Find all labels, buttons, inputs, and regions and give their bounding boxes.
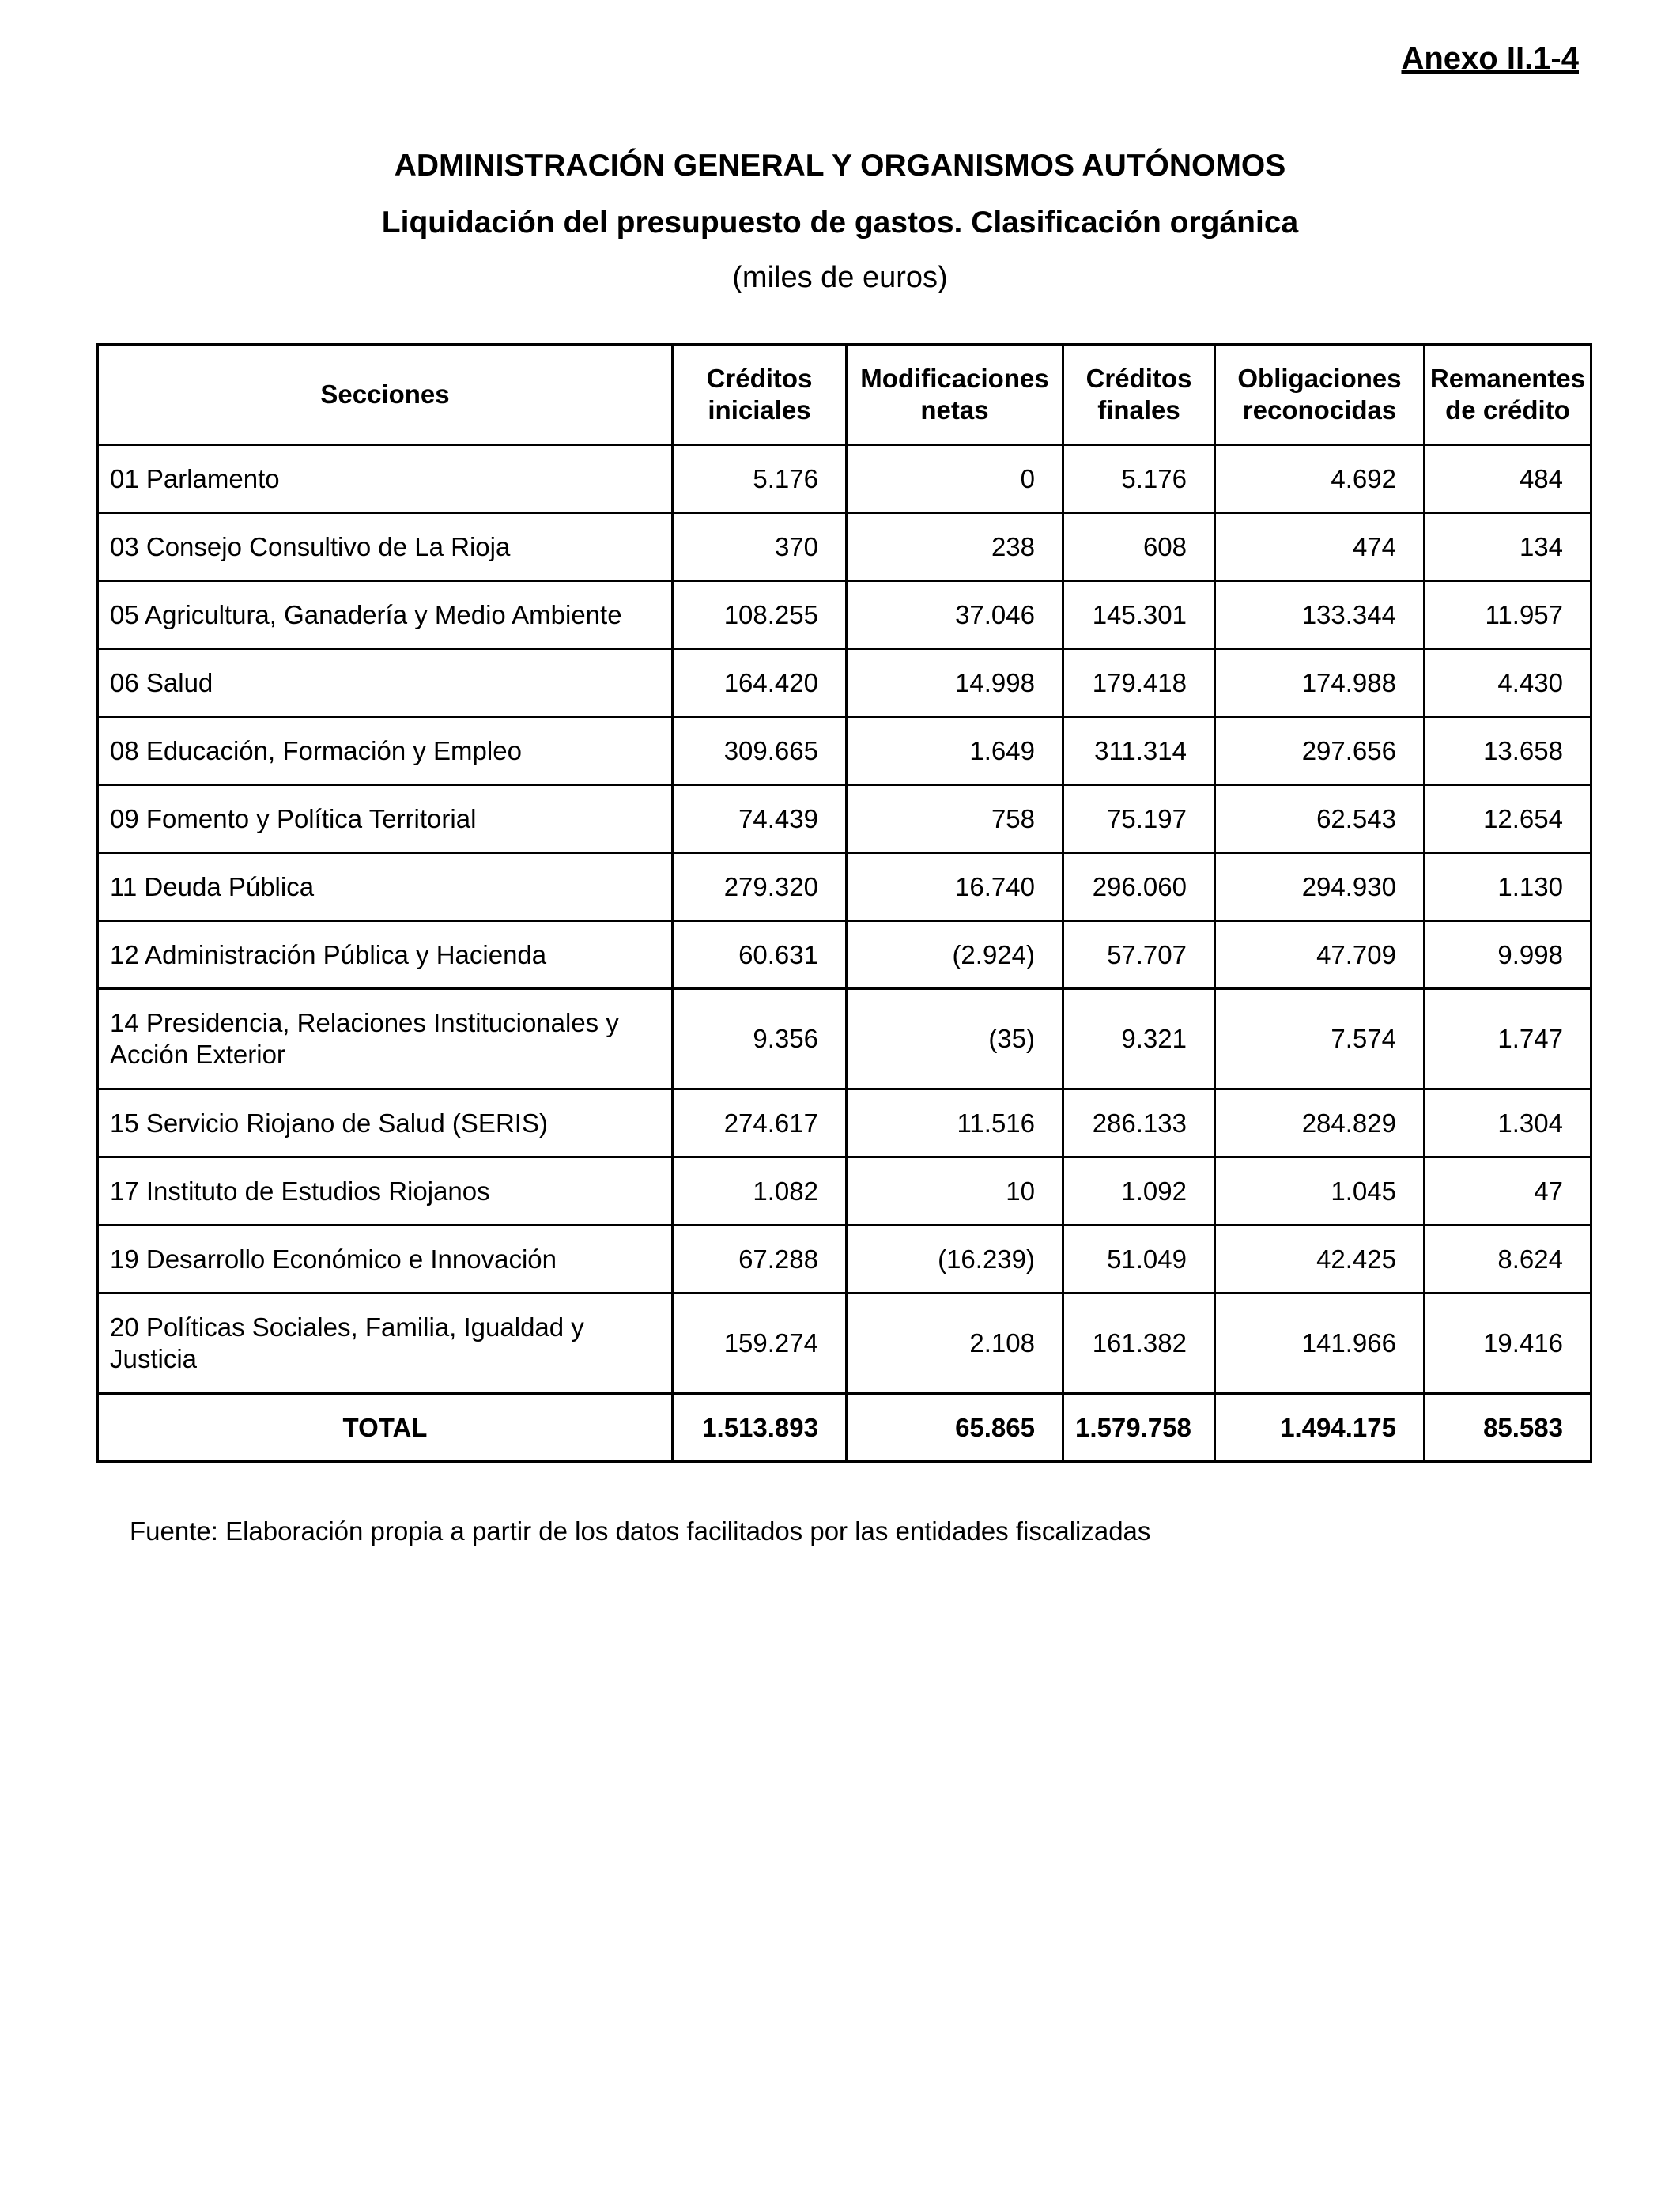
total-creditos-iniciales: 1.513.893: [673, 1394, 847, 1462]
cell-remanentes: 47: [1425, 1157, 1591, 1225]
cell-creditos-iniciales: 67.288: [673, 1225, 847, 1293]
cell-creditos-finales: 286.133: [1063, 1089, 1215, 1157]
cell-modificaciones: (16.239): [847, 1225, 1063, 1293]
budget-table: [96, 343, 1592, 1463]
units-note: (miles de euros): [732, 261, 948, 294]
cell-creditos-finales: 296.060: [1063, 853, 1215, 921]
header-line: Créditos: [706, 364, 813, 393]
cell-remanentes: 12.654: [1425, 785, 1591, 853]
total-remanentes: 85.583: [1425, 1394, 1591, 1462]
total-creditos-finales: 1.579.758: [1063, 1394, 1215, 1462]
table-row: [98, 649, 1591, 717]
cell-remanentes: 13.658: [1425, 717, 1591, 785]
cell-creditos-iniciales: 274.617: [673, 1089, 847, 1157]
cell-creditos-iniciales: 279.320: [673, 853, 847, 921]
cell-creditos-iniciales: 108.255: [673, 581, 847, 649]
annex-label: Anexo II.1-4: [1401, 41, 1579, 76]
cell-obligaciones: 141.966: [1215, 1293, 1425, 1394]
cell-obligaciones: 297.656: [1215, 717, 1425, 785]
row-label: 15 Servicio Riojano de Salud (SERIS): [98, 1089, 673, 1157]
table-header-row: [98, 345, 1591, 445]
table-row: [98, 921, 1591, 989]
cell-remanentes: 1.130: [1425, 853, 1591, 921]
header-line: finales: [1097, 395, 1180, 425]
cell-obligaciones: 133.344: [1215, 581, 1425, 649]
cell-modificaciones: (35): [847, 989, 1063, 1089]
cell-creditos-finales: 608: [1063, 513, 1215, 581]
cell-obligaciones: 42.425: [1215, 1225, 1425, 1293]
table-row: [98, 853, 1591, 921]
cell-creditos-iniciales: 159.274: [673, 1293, 847, 1394]
row-label: 11 Deuda Pública: [98, 853, 673, 921]
cell-modificaciones: 758: [847, 785, 1063, 853]
cell-remanentes: 484: [1425, 445, 1591, 513]
table-row: [98, 1225, 1591, 1293]
header-line: Modificaciones: [860, 364, 1049, 393]
table-row: [98, 1157, 1591, 1225]
total-row: [98, 1394, 1591, 1462]
table-row: [98, 717, 1591, 785]
cell-obligaciones: 294.930: [1215, 853, 1425, 921]
cell-creditos-iniciales: 60.631: [673, 921, 847, 989]
row-label: 06 Salud: [98, 649, 673, 717]
cell-remanentes: 19.416: [1425, 1293, 1591, 1394]
cell-creditos-iniciales: 370: [673, 513, 847, 581]
cell-remanentes: 8.624: [1425, 1225, 1591, 1293]
cell-remanentes: 4.430: [1425, 649, 1591, 717]
cell-creditos-finales: 1.092: [1063, 1157, 1215, 1225]
document-title: ADMINISTRACIÓN GENERAL Y ORGANISMOS AUTÓNOMOS: [394, 149, 1286, 183]
table-row: [98, 513, 1591, 581]
header-line: Obligaciones: [1237, 364, 1402, 393]
row-label: 08 Educación, Formación y Empleo: [98, 717, 673, 785]
cell-obligaciones: 4.692: [1215, 445, 1425, 513]
cell-remanentes: 11.957: [1425, 581, 1591, 649]
table-row: [98, 445, 1591, 513]
total-obligaciones: 1.494.175: [1215, 1394, 1425, 1462]
table-row: [98, 1089, 1591, 1157]
cell-modificaciones: 238: [847, 513, 1063, 581]
header-creditos-iniciales: [673, 345, 847, 445]
header-modificaciones-netas: [847, 345, 1063, 445]
source-note: Fuente: Elaboración propia a partir de los datos facilitados por las entidades fiscalizadas: [130, 1516, 1151, 1546]
cell-obligaciones: 62.543: [1215, 785, 1425, 853]
header-line: Créditos: [1085, 364, 1192, 393]
cell-creditos-finales: 75.197: [1063, 785, 1215, 853]
cell-modificaciones: 16.740: [847, 853, 1063, 921]
cell-remanentes: 9.998: [1425, 921, 1591, 989]
row-label: 19 Desarrollo Económico e Innovación: [98, 1225, 673, 1293]
cell-creditos-finales: 9.321: [1063, 989, 1215, 1089]
cell-modificaciones: (2.924): [847, 921, 1063, 989]
cell-creditos-finales: 57.707: [1063, 921, 1215, 989]
header-line: reconocidas: [1242, 395, 1397, 425]
row-label: 20 Políticas Sociales, Familia, Igualdad y Justicia: [98, 1293, 673, 1394]
cell-obligaciones: 1.045: [1215, 1157, 1425, 1225]
cell-obligaciones: 47.709: [1215, 921, 1425, 989]
header-secciones: Secciones: [98, 345, 673, 445]
total-modificaciones: 65.865: [847, 1394, 1063, 1462]
cell-modificaciones: 14.998: [847, 649, 1063, 717]
cell-creditos-iniciales: 164.420: [673, 649, 847, 717]
cell-creditos-finales: 51.049: [1063, 1225, 1215, 1293]
header-remanentes-de-credito: [1425, 345, 1591, 445]
header-line: iniciales: [708, 395, 811, 425]
table-row: [98, 1293, 1591, 1394]
cell-creditos-finales: 179.418: [1063, 649, 1215, 717]
cell-modificaciones: 1.649: [847, 717, 1063, 785]
row-label: 03 Consejo Consultivo de La Rioja: [98, 513, 673, 581]
cell-modificaciones: 10: [847, 1157, 1063, 1225]
cell-creditos-finales: 5.176: [1063, 445, 1215, 513]
row-label: 14 Presidencia, Relaciones Institucionales y Acción Exterior: [98, 989, 673, 1089]
cell-creditos-iniciales: 1.082: [673, 1157, 847, 1225]
header-line: Remanentes: [1429, 364, 1586, 393]
cell-creditos-finales: 161.382: [1063, 1293, 1215, 1394]
cell-obligaciones: 284.829: [1215, 1089, 1425, 1157]
cell-modificaciones: 37.046: [847, 581, 1063, 649]
cell-creditos-iniciales: 74.439: [673, 785, 847, 853]
table-row: [98, 785, 1591, 853]
cell-modificaciones: 11.516: [847, 1089, 1063, 1157]
cell-creditos-iniciales: 309.665: [673, 717, 847, 785]
cell-obligaciones: 7.574: [1215, 989, 1425, 1089]
cell-creditos-iniciales: 9.356: [673, 989, 847, 1089]
row-label: 12 Administración Pública y Hacienda: [98, 921, 673, 989]
cell-modificaciones: 0: [847, 445, 1063, 513]
cell-creditos-iniciales: 5.176: [673, 445, 847, 513]
cell-creditos-finales: 311.314: [1063, 717, 1215, 785]
header-creditos-finales: [1063, 345, 1215, 445]
cell-obligaciones: 474: [1215, 513, 1425, 581]
cell-creditos-finales: 145.301: [1063, 581, 1215, 649]
cell-obligaciones: 174.988: [1215, 649, 1425, 717]
document-subtitle: Liquidación del presupuesto de gastos. Clasificación orgánica: [381, 206, 1299, 240]
total-label: TOTAL: [98, 1394, 673, 1462]
header-line: de crédito: [1445, 395, 1570, 425]
row-label: 05 Agricultura, Ganadería y Medio Ambiente: [98, 581, 673, 649]
row-label: 01 Parlamento: [98, 445, 673, 513]
header-line: netas: [920, 395, 989, 425]
table-row: [98, 989, 1591, 1089]
cell-remanentes: 1.747: [1425, 989, 1591, 1089]
row-label: 09 Fomento y Política Territorial: [98, 785, 673, 853]
table-row: [98, 581, 1591, 649]
cell-modificaciones: 2.108: [847, 1293, 1063, 1394]
header-obligaciones-reconocidas: [1215, 345, 1425, 445]
cell-remanentes: 134: [1425, 513, 1591, 581]
cell-remanentes: 1.304: [1425, 1089, 1591, 1157]
row-label: 17 Instituto de Estudios Riojanos: [98, 1157, 673, 1225]
